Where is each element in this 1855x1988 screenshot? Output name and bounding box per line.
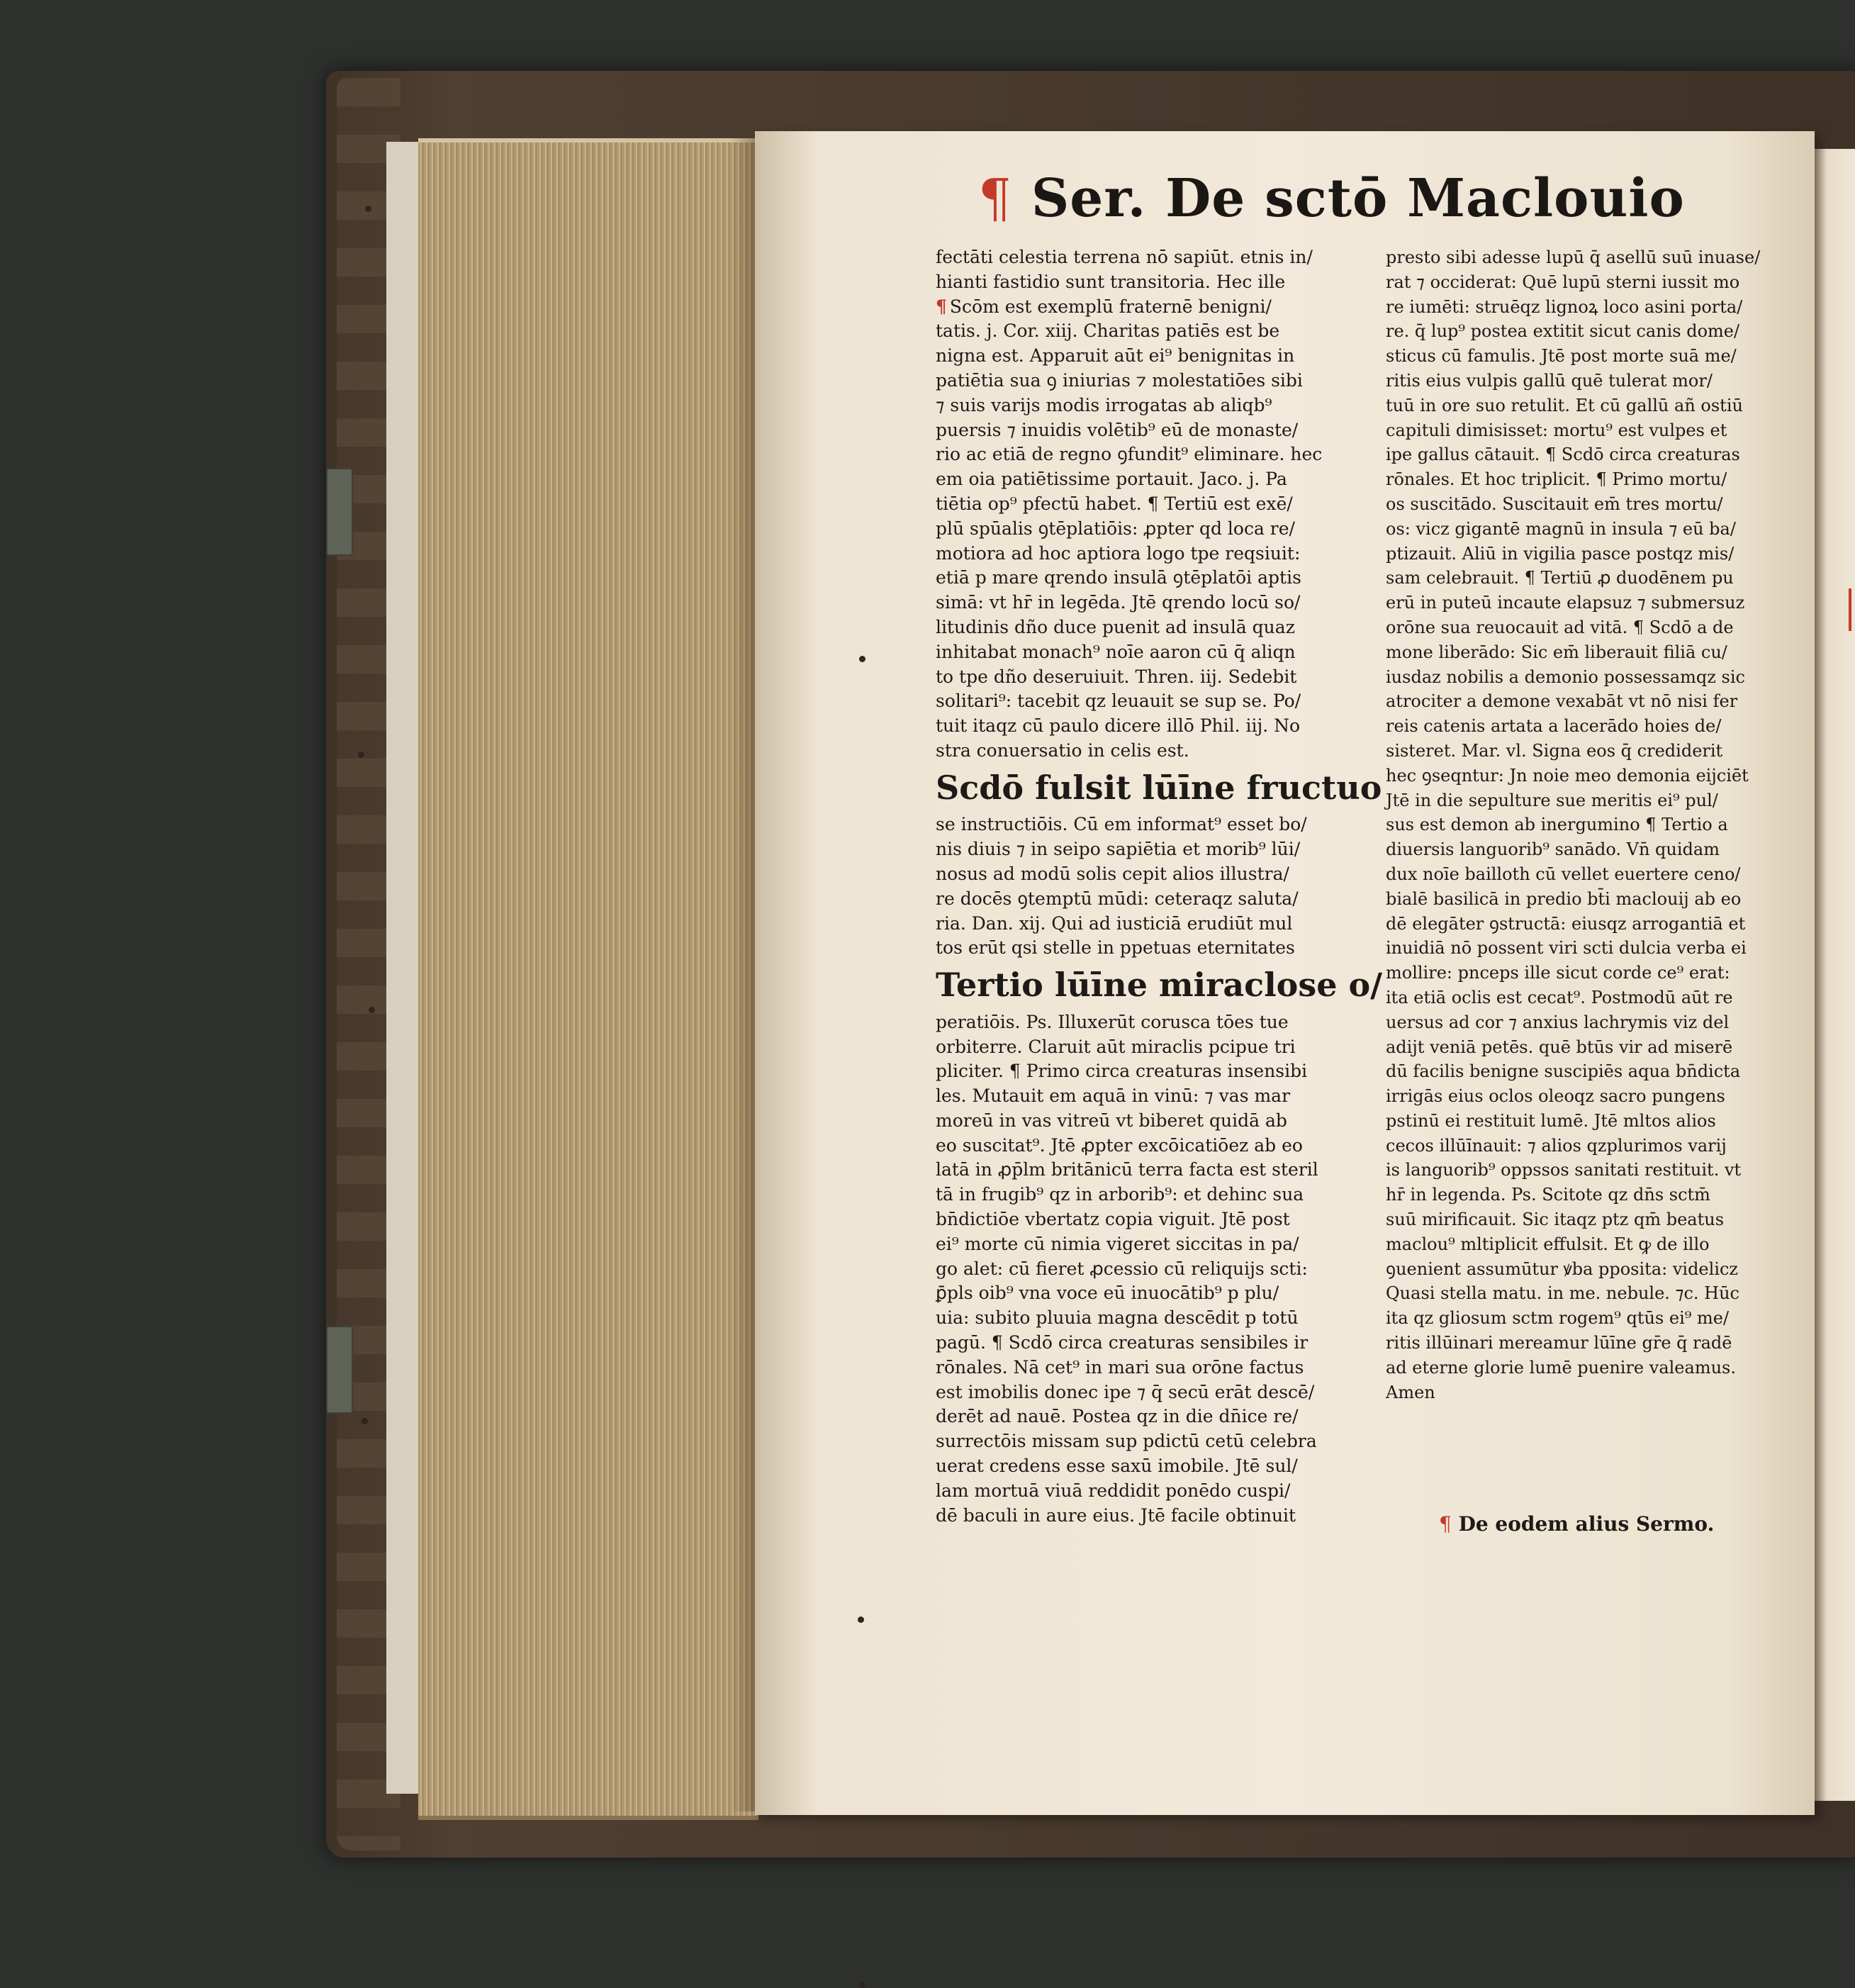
- text-line: [1386, 1010, 1797, 1035]
- text-line: [1386, 1158, 1797, 1183]
- line-text: ipe gallus cātauit. ¶ Scdō circa creaturas: [1386, 445, 1740, 465]
- title-text: Ser. De sctō Maclouio: [1031, 168, 1685, 229]
- line-text: cecos illūīnauit: ⁊ alios qzplurimos varij: [1386, 1135, 1727, 1156]
- text-line: [936, 467, 1389, 492]
- line-text: presto sibi adesse lupū q̄ asellū suū inuase/: [1386, 247, 1761, 267]
- binding-hole: [859, 1982, 865, 1988]
- line-text: hianti fastidio sunt transitoria. Hec ille: [936, 271, 1286, 292]
- line-text: pliciter. ¶ Primo circa creaturas insensibi: [936, 1061, 1308, 1082]
- line-text: iusdaz nobilis a demonio possessamqz sic: [1386, 666, 1745, 687]
- text-line: [1386, 1059, 1797, 1084]
- line-text: uerat credens esse saxū imobile. Jtē sul/: [936, 1456, 1298, 1477]
- line-text: em oia patiētissime portauit. Jaco. j. Pa: [936, 469, 1287, 490]
- text-line: [936, 369, 1389, 393]
- line-text: ꝯuenient assumūtur ꝟba pposita: videlicz: [1386, 1258, 1739, 1279]
- text-line: [1386, 270, 1797, 295]
- line-text: tos erūt qsi stelle in ppetuas eternitates: [936, 937, 1295, 959]
- text-line: [936, 1134, 1389, 1158]
- text-line: [936, 492, 1389, 517]
- line-text: mone liberādo: Sic em̄ liberauit filiā cu/: [1386, 642, 1727, 662]
- line-text: Amen: [1386, 1382, 1435, 1402]
- binding-hole: [858, 1616, 864, 1623]
- line-text: ei⁹ morte cū nimia vigeret siccitas in pa/: [936, 1233, 1299, 1254]
- text-line: [936, 1183, 1389, 1207]
- text-line: [936, 887, 1389, 912]
- text-line: [1386, 615, 1797, 640]
- text-line: [1386, 862, 1797, 887]
- text-line: [1386, 1207, 1797, 1232]
- line-text: Quasi stella matu. in me. nebule. ⁊c. Hūc: [1386, 1283, 1739, 1304]
- line-text: ita qz gliosum sctm rogem⁹ qtūs ei⁹ me/: [1386, 1308, 1730, 1329]
- text-line: [1386, 517, 1797, 542]
- line-text: tuit itaqz cū paulo dicere illō Phil. iij. No: [936, 715, 1301, 737]
- text-line: [1386, 640, 1797, 665]
- text-line: [1386, 492, 1797, 517]
- text-line: [1386, 714, 1797, 739]
- line-text: rōnales. Nā cet⁹ in mari sua orōne factus: [936, 1356, 1304, 1378]
- text-line: [936, 1109, 1389, 1134]
- line-text: ritis illūinari mereamur lūīne gr̄e q̄ radē: [1386, 1333, 1732, 1353]
- line-text: capituli dimisisset: mortu⁹ est vulpes et: [1386, 420, 1727, 440]
- clasp-hinge-bottom: [326, 1326, 353, 1414]
- text-line: [1386, 1306, 1797, 1331]
- text-line: [1386, 295, 1797, 320]
- text-line: [1386, 788, 1797, 813]
- text-line: [1386, 912, 1797, 937]
- line-text: os suscitādo. Suscitauit em̄ tres mortu/: [1386, 493, 1723, 514]
- text-line: [1386, 1331, 1797, 1356]
- text-line: [936, 1405, 1389, 1429]
- text-line: [936, 270, 1389, 295]
- line-text: inuidiā nō possent viri scti dulcia verba ei: [1386, 938, 1747, 959]
- line-text: go alet: cū fieret ꝓcessio cū reliquijs scti:: [936, 1258, 1308, 1279]
- line-text: litudinis dño duce puenit ad insulā quaz: [936, 616, 1295, 637]
- line-text: derēt ad nauē. Postea qz in die dn̄ice re/: [936, 1406, 1299, 1427]
- text-line: [936, 1380, 1389, 1405]
- line-text: etiā p mare qrendo insulā ꝯtēplatōi aptis: [936, 567, 1301, 588]
- line-text: nis diuis ⁊ in seipo sapiētia et morib⁹ lūi/: [936, 839, 1301, 860]
- heading-pilcrow: ¶: [1439, 1512, 1452, 1536]
- text-line: [1386, 739, 1797, 764]
- line-text: irrigās eius oclos oleoqz sacro pungens: [1386, 1086, 1725, 1107]
- text-line: [1386, 542, 1797, 566]
- binding-hole: [365, 206, 371, 212]
- text-line: [936, 566, 1389, 591]
- text-column-left: [936, 245, 1389, 1528]
- text-line: [1386, 689, 1797, 714]
- page-title: [978, 163, 1701, 234]
- text-line: [936, 837, 1389, 862]
- page-block-edge: [418, 138, 758, 1820]
- text-line: [1386, 887, 1797, 912]
- line-text: plū spūalis ꝯtēplatiōis: ꝓpter qd loca re/: [936, 518, 1295, 539]
- line-text: ptizauit. Aliū in vigilia pasce postqz mis/: [1386, 543, 1734, 564]
- line-text: suū mirificauit. Sic itaqz ptz qm̄ beatus: [1386, 1210, 1725, 1230]
- text-line: [1386, 1356, 1797, 1380]
- line-text: les. Mutauit em aquā in vinū: ⁊ vas mar: [936, 1085, 1291, 1107]
- text-line: [936, 1207, 1389, 1232]
- line-text: ria. Dan. xij. Qui ad iusticiā erudiūt mul: [936, 912, 1293, 934]
- text-line: [1386, 393, 1797, 418]
- line-text: eo suscitat⁹. Jtē ꝓpter excōicatiōez ab eo: [936, 1134, 1303, 1156]
- line-text: patiētia sua ꝯ iniurias ⁊ molestatiōes sibi: [936, 369, 1303, 391]
- text-line: [1386, 764, 1797, 788]
- text-line: [936, 1084, 1389, 1109]
- line-text: Scōm est exemplū fraternē benigni/: [949, 296, 1272, 317]
- line-text: hr̄ in legenda. Ps. Scitote qz dn̄s sctm̄: [1386, 1185, 1710, 1205]
- line-text: stra conuersatio in celis est.: [936, 739, 1189, 761]
- line-text: hec ꝯseqntur: Jn noie meo demonia eijciēt: [1386, 765, 1749, 786]
- text-line: [1386, 1035, 1797, 1060]
- title-pilcrow: ¶: [978, 168, 1013, 229]
- text-line: [936, 1010, 1389, 1035]
- text-line: [936, 319, 1389, 344]
- text-line: [1386, 344, 1797, 369]
- line-text: pstinū ei restituit lumē. Jtē mltos alios: [1386, 1110, 1716, 1131]
- line-text: ita etiā oclis est cecat⁹. Postmodū aūt re: [1386, 987, 1733, 1007]
- rubric-mark: [1849, 588, 1851, 631]
- binding-hole: [358, 752, 364, 758]
- text-line: [1386, 1183, 1797, 1207]
- line-text: os: vicz gigantē magnū in insula ⁊ eū ba/: [1386, 518, 1736, 539]
- text-line: [1386, 1109, 1797, 1134]
- line-text: simā: vt hr̄ in legēda. Jtē qrendo locū so/: [936, 592, 1301, 613]
- text-column-right: [1386, 245, 1797, 1405]
- text-line: [936, 739, 1389, 764]
- text-line: [936, 689, 1389, 714]
- line-text: to tpe dño deseruiuit. Thren. iij. Sedebit: [936, 666, 1297, 687]
- line-text: dū facilis benigne suscipiēs aqua bn̄dicta: [1386, 1061, 1741, 1082]
- line-text: tuū in ore suo retulit. Et cū gallū añ ostiū: [1386, 395, 1743, 415]
- line-text: inhitabat monach⁹ noīe aaron cū q̄ aliqn: [936, 641, 1296, 662]
- text-line: [936, 1158, 1389, 1183]
- line-text: adijt veniā petēs. quē btūs vir ad miserē: [1386, 1037, 1733, 1057]
- line-text: latā in ꝓp̄lm britānicū terra facta est steril: [936, 1159, 1318, 1180]
- line-text: se instructiōis. Cū em informat⁹ esset bo/: [936, 814, 1307, 835]
- line-text: uersus ad cor ⁊ anxius lachrymis viz del: [1386, 1012, 1730, 1032]
- text-line: [936, 245, 1389, 270]
- line-text: diuersis languorib⁹ sanādo. Vn̄ quidam: [1386, 839, 1720, 860]
- text-line: [936, 714, 1389, 739]
- line-text: Jtē in die sepulture sue meritis ei⁹ pul/: [1386, 790, 1718, 810]
- text-line: [936, 764, 1389, 813]
- text-line: [936, 1232, 1389, 1257]
- text-line: [936, 542, 1389, 566]
- line-text: dē baculi in aure eius. Jtē facile obtinuit: [936, 1504, 1296, 1526]
- text-line: [1386, 1257, 1797, 1282]
- text-line: [936, 1257, 1389, 1282]
- binding-hole: [362, 1418, 368, 1424]
- line-text: atrociter a demone vexabāt vt nō nisi fer: [1386, 691, 1738, 712]
- text-line: [1386, 812, 1797, 837]
- text-line: [936, 295, 1389, 320]
- text-line: [936, 812, 1389, 837]
- line-text: reis catenis artata a lacerādo hoies de/: [1386, 716, 1722, 737]
- text-line: [1386, 1084, 1797, 1109]
- line-text: dē elegāter ꝯstructā: eiusqz arrogantiā et: [1386, 913, 1746, 934]
- text-line: [936, 591, 1389, 615]
- line-text: maclou⁹ mltiplicit effulsit. Et ꝙ de illo: [1386, 1234, 1710, 1254]
- text-line: [1386, 418, 1797, 443]
- line-text: Tertio lūīne miraclose o/: [936, 966, 1383, 1005]
- line-text: rōnales. Et hoc triplicit. ¶ Primo mortu/: [1386, 469, 1727, 490]
- line-text: ꝑ̄pls oib⁹ vna voce eū inuocātib⁹ p plu/: [936, 1283, 1279, 1304]
- text-line: [1386, 566, 1797, 591]
- text-line: [1386, 985, 1797, 1010]
- text-line: [936, 344, 1389, 369]
- line-text: nosus ad modū solis cepit alios illustra/: [936, 863, 1289, 884]
- line-text: fectāti celestia terrena nō sapiūt. etnis in/: [936, 247, 1313, 267]
- text-line: [936, 862, 1389, 887]
- text-line: [936, 1479, 1389, 1504]
- line-text: bialē basilicā in predio bt̄i maclouij ab eo: [1386, 888, 1742, 909]
- line-text: erū in puteū incaute elapsuz ⁊ submersuz: [1386, 593, 1745, 613]
- text-line: [936, 1059, 1389, 1084]
- text-line: [1386, 319, 1797, 344]
- line-text: est imobilis donec ipe ⁊ q̄ secū erāt descē/: [936, 1381, 1315, 1402]
- text-line: [936, 418, 1389, 443]
- line-text: re docēs ꝯtemptū mūdi: ceteraqz saluta/: [936, 888, 1299, 909]
- text-line: [1386, 961, 1797, 985]
- text-line: [1386, 442, 1797, 467]
- text-line: [936, 1429, 1389, 1454]
- line-text: ad eterne glorie lumē puenire valeamus.: [1386, 1357, 1736, 1378]
- text-line: [936, 1504, 1389, 1529]
- line-text: rio ac etiā de regno ꝯfundit⁹ eliminare. hec: [936, 444, 1323, 465]
- line-text: dux noīe bailloth cū vellet euertere ceno/: [1386, 864, 1741, 884]
- text-line: [1386, 591, 1797, 615]
- text-line: [1386, 1134, 1797, 1158]
- text-line: [936, 936, 1389, 961]
- line-text: tā in frugib⁹ qz in arborib⁹: et dehinc sua: [936, 1184, 1304, 1205]
- line-text: ritis eius vulpis gallū quē tulerat mor/: [1386, 370, 1713, 391]
- heading-text: De eodem alius Sermo.: [1458, 1512, 1715, 1536]
- line-text: Scdō fulsit lūīne fructuo: [936, 768, 1382, 807]
- text-line: [1386, 1232, 1797, 1257]
- next-sermon-heading: [1439, 1507, 1793, 1542]
- line-text: sticus cū famulis. Jtē post morte suā me/: [1386, 346, 1737, 367]
- line-text: orbiterre. Claruit aūt miraclis pcipue tri: [936, 1036, 1296, 1057]
- line-text: sam celebrauit. ¶ Tertiū ꝓ duodēnem pu: [1386, 568, 1734, 588]
- line-text: tiētia op⁹ pfectū habet. ¶ Tertiū est exē/: [936, 493, 1293, 514]
- line-text: pagū. ¶ Scdō circa creaturas sensibiles ir: [936, 1332, 1308, 1353]
- line-text: sisteret. Mar. vl. Signa eos q̄ crediderit: [1386, 740, 1723, 761]
- text-line: [936, 1035, 1389, 1060]
- text-line: [936, 615, 1389, 640]
- text-line: [1386, 245, 1797, 270]
- text-line: [936, 1281, 1389, 1306]
- text-line: [1386, 1380, 1797, 1405]
- line-text: re. q̄ lup⁹ postea extitit sicut canis dome/: [1386, 321, 1740, 342]
- text-line: [936, 912, 1389, 937]
- text-line: [936, 665, 1389, 690]
- facing-page-edge: [1815, 149, 1855, 1801]
- line-text: puersis ⁊ inuidis volētib⁹ eū de monaste/: [936, 419, 1299, 440]
- text-line: [1386, 665, 1797, 690]
- text-line: [1386, 1281, 1797, 1306]
- text-line: [1386, 467, 1797, 492]
- text-line: [1386, 837, 1797, 862]
- text-line: [936, 517, 1389, 542]
- line-text: bn̄dictiōe vbertatz copia viguit. Jtē post: [936, 1209, 1290, 1230]
- line-text: moreū in vas vitreū vt biberet quidā ab: [936, 1110, 1287, 1131]
- text-line: [936, 961, 1389, 1010]
- binding-hole: [369, 1007, 375, 1013]
- line-text: tatis. j. Cor. xiij. Charitas patiēs est be: [936, 320, 1280, 342]
- line-text: motiora ad hoc aptiora logo tpe reqsiuit:: [936, 542, 1301, 564]
- line-text: uia: subito pluuia magna descēdit p totū: [936, 1307, 1299, 1329]
- text-line: [936, 442, 1389, 467]
- line-text: orōne sua reuocauit ad vitā. ¶ Scdō a de: [1386, 617, 1734, 637]
- text-line: [936, 1356, 1389, 1380]
- text-line: [936, 640, 1389, 665]
- line-text: re iumēti: struēqz lignoꝝ loco asini porta/: [1386, 296, 1743, 317]
- line-text: ⁊ suis varijs modis irrogatas ab aliqb⁹: [936, 394, 1272, 415]
- text-line: [936, 1331, 1389, 1356]
- line-text: surrectōis missam sup pdictū cetū celebra: [936, 1431, 1317, 1452]
- text-line: [936, 1454, 1389, 1479]
- line-text: lam mortuā viuā reddidit ponēdo cuspi/: [936, 1480, 1291, 1501]
- text-line: [936, 1306, 1389, 1331]
- clasp-hinge-top: [326, 468, 353, 556]
- text-line: [1386, 369, 1797, 393]
- text-line: [1386, 936, 1797, 961]
- line-text: sus est demon ab inergumino ¶ Tertio a: [1386, 815, 1728, 835]
- rubric-pilcrow: ¶: [936, 296, 947, 317]
- line-text: is languorib⁹ oppssos sanitati restituit. vt: [1386, 1160, 1742, 1180]
- line-text: peratiōis. Ps. Illuxerūt corusca tōes tue: [936, 1011, 1289, 1032]
- line-text: nigna est. Apparuit aūt ei⁹ benignitas in: [936, 345, 1295, 367]
- line-text: mollire: pnceps ille sicut corde ce⁹ erat:: [1386, 963, 1730, 983]
- text-line: [936, 393, 1389, 418]
- line-text: rat ⁊ occiderat: Quē lupū sterni iussit mo: [1386, 272, 1740, 292]
- line-text: solitari⁹: tacebit qz leuauit se sup se. Po/: [936, 691, 1301, 712]
- binding-hole: [859, 656, 865, 662]
